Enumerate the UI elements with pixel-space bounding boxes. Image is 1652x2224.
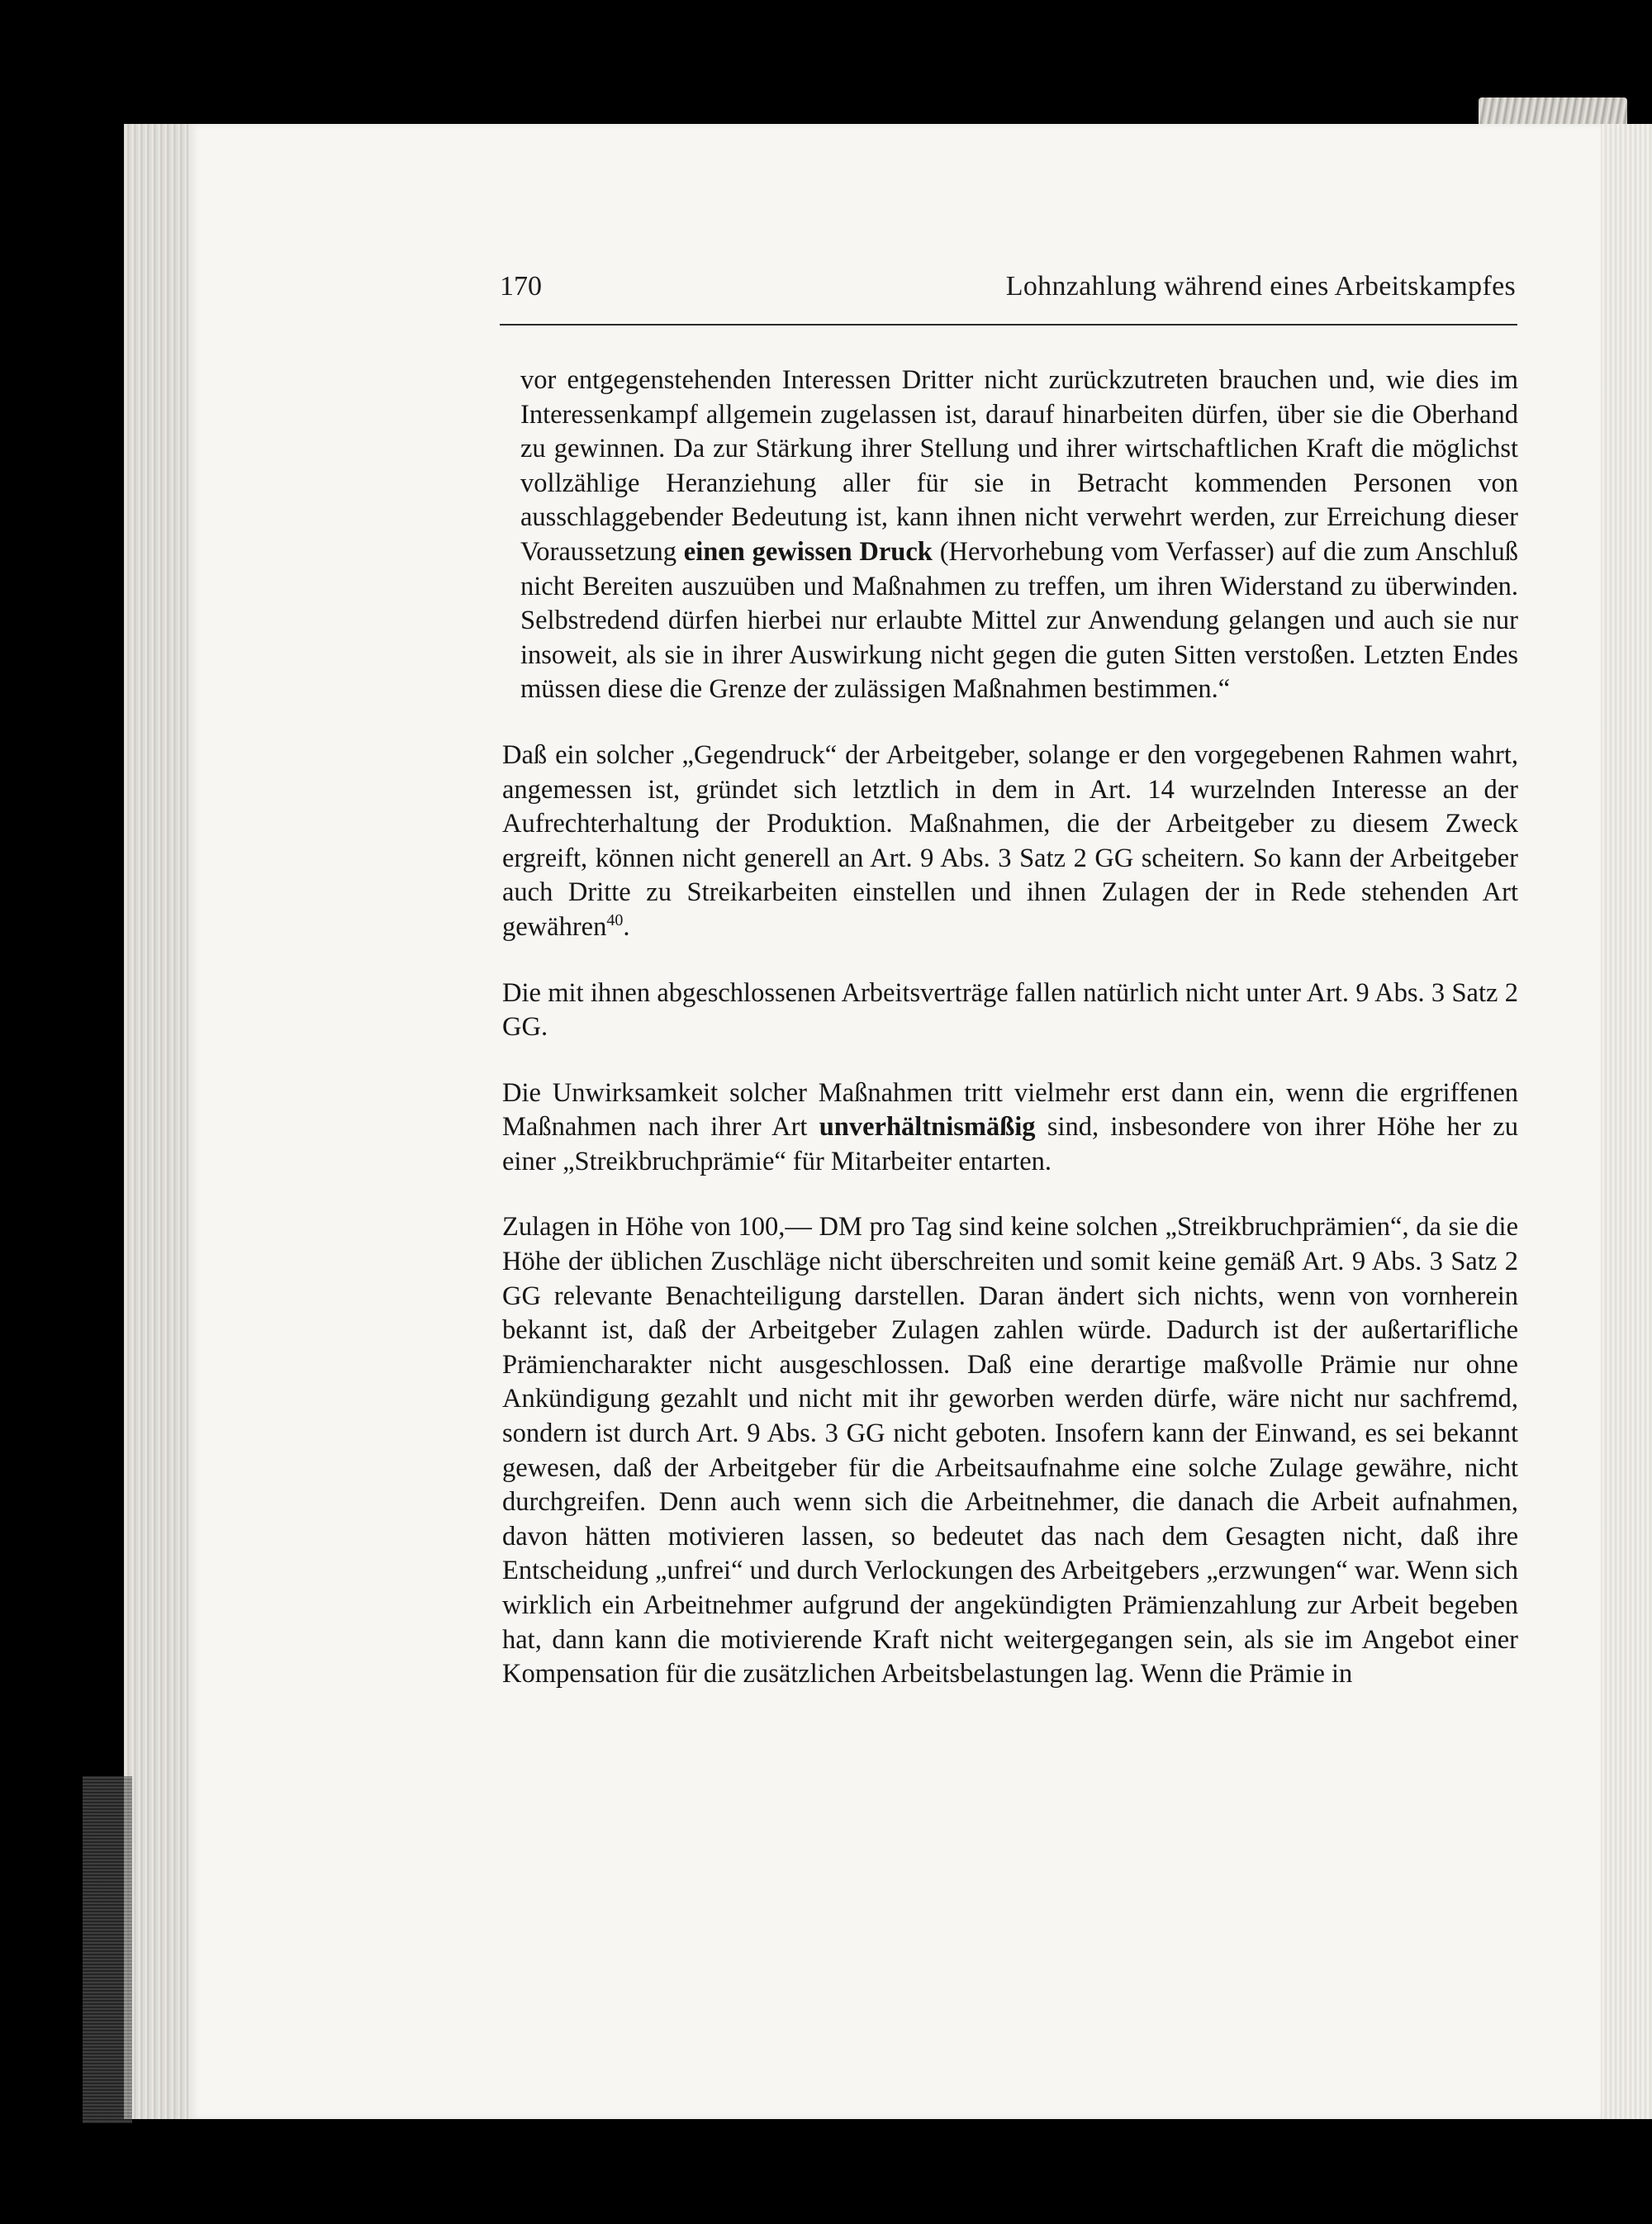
running-header <box>500 263 1516 312</box>
text-run: Daß ein solcher „Gegendruck“ der Arbeitgeber, solange er den vorgegebenen Rahmen wahrt, angemessen ist, gründet sich letztlich in dem in Art. 14 wurzelnden Interesse an der Aufrechterhaltung der Produktion. Maßnahmen, die der Arbeitgeber zu diesem Zweck ergreift, können nicht generell an Art. 9 Abs. 3 Satz 2 GG scheitern. So kann der Arbeitgeber auch Dritte zu Streikarbeiten einstellen und ihnen Zulagen der in Rede stehenden Art gewähren <box>502 739 1518 942</box>
paragraph: Zulagen in Höhe von 100,— DM pro Tag sind keine solchen „Streikbruchprämien“, da sie die Höhe der üblichen Zuschläge nicht überschreiten und somit keine gemäß Art. 9 Abs. 3 Satz 2 GG relevante Benachteiligung darstellen. Daran ändert sich nichts, wenn von vornherein bekannt ist, daß der Arbeitgeber Zulagen zahlen würde. Dadurch ist der außertarifliche Prämiencharakter nicht ausgeschlossen. Daß eine derartige maßvolle Prämie nur ohne Ankündigung gezahlt und nicht mit ihr geworben werden dürfe, wäre nicht nur sachfremd, sondern ist durch Art. 9 Abs. 3 GG nicht geboten. Insofern kann der Einwand, es sei bekannt gewesen, daß der Arbeitgeber für die Arbeitsaufnahme eine solche Zulage gewähre, nicht durchgreifen. Denn auch wenn sich die Arbeitnehmer, die danach die Arbeit aufnahmen, davon hätten motivieren lassen, so bedeutet das nach dem Gesagten nicht, daß ihre Entscheidung „unfrei“ und durch Verlockungen des Arbeitgebers „erzwungen“ war. Wenn sich wirklich ein Arbeitnehmer aufgrund der angekündigten Prämienzahlung zur Arbeit begeben hat, dann kann die motivierende Kraft nicht weitergegangen sein, als sie im Angebot einer Kompensation für die zusätzlichen Arbeitsbelastungen lag. Wenn die Prämie in <box>502 1212 1518 1689</box>
bold-emphasis: unverhältnismäßig <box>819 1112 1036 1143</box>
body-text <box>502 364 1518 1723</box>
text-run: . <box>623 911 630 942</box>
text-run: (Hervorhebung vom Verfasser) auf die zum Anschluß nicht Bereiten auszuüben und Maßnahmen zu treffen, um ihren Widerstand zu überwinden. Selbstredend dürfen hierbei nur erlaubte Mittel zur Anwendung gelangen und auch sie nur insoweit, als sie in ihrer Auswirkung nicht gegen die guten Sitten verstoßen. Letzten Endes müssen diese die Grenze der zulässigen Maßnahmen bestimmen.“ <box>520 536 1518 705</box>
edge-shadow <box>83 1776 132 2123</box>
left-page-edge <box>124 124 190 2119</box>
running-title: Lohnzahlung während eines Arbeitskampfes <box>1005 271 1516 302</box>
header-rule <box>500 324 1517 326</box>
quote-paragraph <box>502 364 1518 707</box>
paragraph <box>502 1076 1518 1180</box>
paragraph <box>502 739 1518 945</box>
right-page-edge <box>1598 124 1652 2119</box>
text-run: vor entgegenstehenden Interessen Dritter nicht zurückzutreten brauchen und, wie dies im Interessenkampf allgemein zugelassen ist, darauf hinarbeiten dürfen, über sie die Oberhand zu gewinnen. Da zur Stärkung ihrer Stellung und ihrer wirtschaftlichen Kraft die möglichst vollzählige Heranziehung aller für sie in Betracht kommenden Personen von ausschlaggebender Bedeutung ist, kann ihnen nicht verwehrt werden, zur Erreichung dieser Voraussetzung <box>520 365 1518 567</box>
text-run: sind, insbesondere von ihrer Höhe her zu einer „Streikbruchprämie“ für Mitarbeiter entarten. <box>502 1112 1518 1176</box>
bold-emphasis: einen gewissen Druck <box>683 536 933 567</box>
paragraph: Die mit ihnen abgeschlossenen Arbeitsverträge fallen natürlich nicht unter Art. 9 Abs. 3 Satz 2 GG. <box>502 977 1518 1043</box>
footnote-marker: 40 <box>606 911 624 930</box>
bookmark-ribbon <box>1479 97 1627 124</box>
text-run: Die Unwirksamkeit solcher Maßnahmen tritt vielmehr erst dann ein, wenn die ergriffenen Maßnahmen nach ihrer Art <box>502 1077 1518 1143</box>
page-number: 170 <box>500 271 542 302</box>
